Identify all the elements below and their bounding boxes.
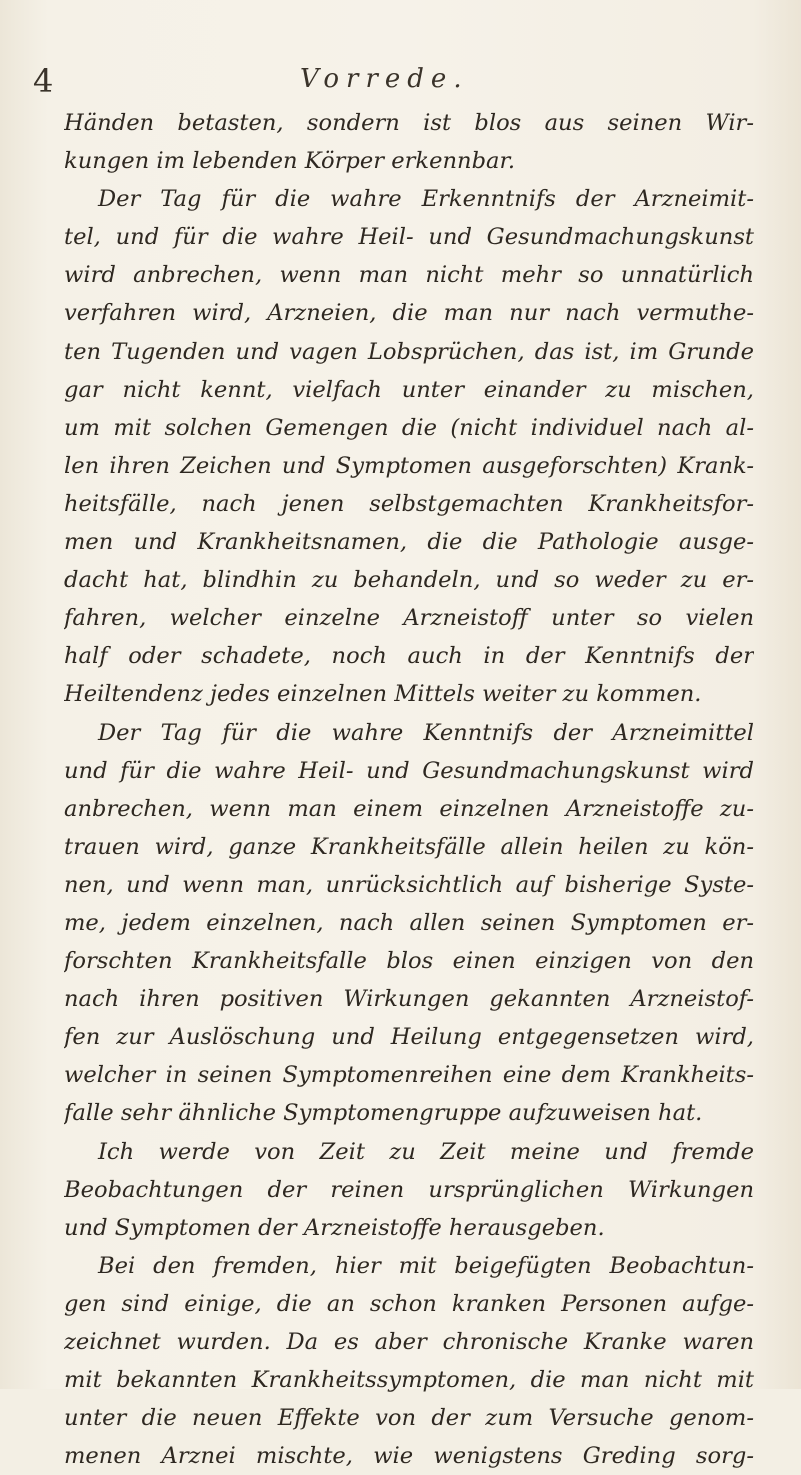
page-header <box>0 62 801 102</box>
text-line: menen Arznei mischte, wie wenigstens Greding sorg- <box>64 1443 754 1470</box>
text-line: len ihren Zeichen und Symptomen ausgeforschten) Krank- <box>64 452 754 479</box>
text-line: und für die wahre Heil- und Gesundmachungskunst wird <box>64 757 754 784</box>
paragraph-start-line: Der Tag für die wahre Kenntnifs der Arzneimittel <box>98 719 754 746</box>
text-line: gen sind einige, die an schon kranken Personen aufge- <box>64 1290 754 1317</box>
text-line: trauen wird, ganze Krankheitsfälle allein heilen zu kön- <box>64 833 754 860</box>
body-text <box>64 104 754 1475</box>
text-line: mit bekannten Krankheitssymptomen, die man nicht mit <box>64 1367 754 1394</box>
text-line: Heiltendenz jedes einzelnen Mittels weiter zu kommen. <box>64 681 702 708</box>
text-line: dacht hat, blindhin zu behandeln, und so weder zu er- <box>64 567 754 594</box>
text-line: me, jedem einzelnen, nach allen seinen Symptomen er- <box>64 909 754 936</box>
paragraph-start-line: Bei den fremden, hier mit beigefügten Beobachtun- <box>98 1252 754 1279</box>
text-line: tel, und für die wahre Heil- und Gesundmachungskunst <box>64 224 754 251</box>
text-line: forschten Krankheitsfalle blos einen einzigen von den <box>64 948 754 975</box>
page-number: 4 <box>33 62 54 100</box>
text-line: gar nicht kennt, vielfach unter einander zu mischen, <box>64 376 754 403</box>
text-line: fahren, welcher einzelne Arzneistoff unter so vielen <box>64 605 754 632</box>
text-line: anbrechen, wenn man einem einzelnen Arzneistoffe zu- <box>64 795 754 822</box>
text-line: um mit solchen Gemengen die (nicht individuel nach al- <box>64 414 754 441</box>
text-line: nen, und wenn man, unrücksichtlich auf bisherige Syste- <box>64 871 754 898</box>
text-line: und Symptomen der Arzneistoffe herausgeben. <box>64 1214 605 1241</box>
paragraph-start-line: Ich werde von Zeit zu Zeit meine und fremde <box>98 1138 754 1165</box>
text-line: men und Krankheitsnamen, die die Pathologie ausge- <box>64 529 754 556</box>
text-line: ten Tugenden und vagen Lobsprüchen, das ist, im Grunde <box>64 338 754 365</box>
text-line: fen zur Auslöschung und Heilung entgegensetzen wird, <box>64 1024 754 1051</box>
running-head: Vorrede. <box>300 64 469 94</box>
text-line: Händen betasten, sondern ist blos aus seinen Wir- <box>64 110 754 136</box>
text-line: zeichnet wurden. Da es aber chronische Kranke waren <box>64 1329 754 1355</box>
paragraph-start-line: Der Tag für die wahre Erkenntnifs der Arzneimit- <box>98 186 754 213</box>
text-line: nach ihren positiven Wirkungen gekannten Arzneistof- <box>64 986 754 1013</box>
text-line: welcher in seinen Symptomenreihen eine dem Krankheits- <box>64 1062 754 1089</box>
text-line: falle sehr ähnliche Symptomengruppe aufzuweisen hat. <box>64 1100 703 1127</box>
text-line: wird anbrechen, wenn man nicht mehr so unnatürlich <box>64 262 754 289</box>
text-line: unter die neuen Effekte von der zum Versuche genom- <box>64 1405 754 1432</box>
text-line: half oder schadete, noch auch in der Kenntnifs der <box>64 643 754 670</box>
text-line: verfahren wird, Arzneien, die man nur nach vermuthe- <box>64 300 754 327</box>
text-line: heitsfälle, nach jenen selbstgemachten Krankheitsfor- <box>64 490 754 517</box>
text-line: kungen im lebenden Körper erkennbar. <box>64 148 516 175</box>
text-line: Beobachtungen der reinen ursprünglichen Wirkungen <box>64 1176 754 1203</box>
